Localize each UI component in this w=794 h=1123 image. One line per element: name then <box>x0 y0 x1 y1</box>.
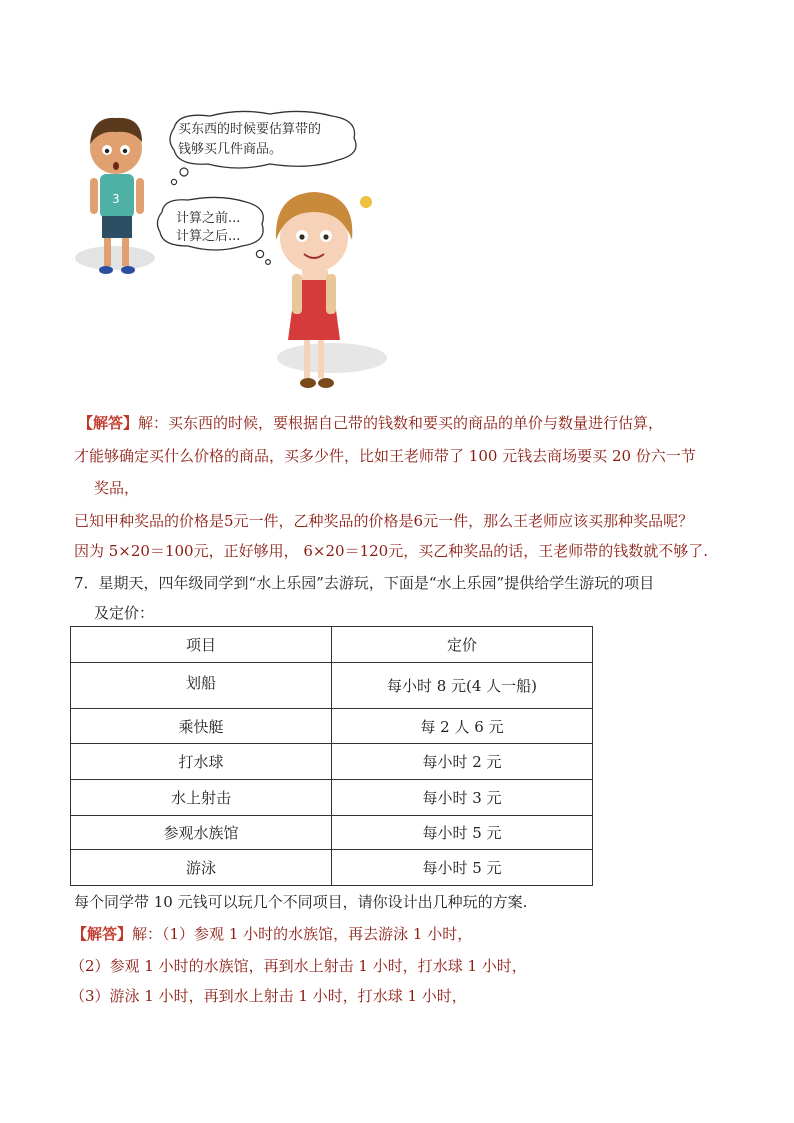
table-row <box>71 816 593 850</box>
table-row <box>71 663 593 709</box>
table-header-row <box>71 627 593 663</box>
table-cell: 参观水族馆 <box>71 816 332 850</box>
question7-after: 每个同学带 10 元钱可以玩几个不同项目，请你设计出几种玩的方案. <box>74 893 528 911</box>
table-row <box>71 744 593 780</box>
shirt-number: 3 <box>112 192 120 206</box>
table-row <box>71 709 593 744</box>
table-cell: 每小时 8 元(4 人一船) <box>332 663 593 709</box>
answer2-line2: （2）参观 1 小时的水族馆，再到水上射击 1 小时，打水球 1 小时， <box>70 957 527 975</box>
table-cell: 每小时 5 元 <box>332 816 593 850</box>
answer1-line5: 因为 5×20＝100元，正好够用， 6×20＝120元，买乙种奖品的话，王老师带的钱数就不够了. <box>74 542 708 560</box>
table-cell: 游泳 <box>71 850 332 886</box>
bubble2-line1: 计算之前... <box>176 211 241 226</box>
table-cell: 水上射击 <box>71 780 332 816</box>
table-header: 定价 <box>332 627 593 663</box>
answer1-line2: 才能够确定买什么价格的商品，买多少件，比如王老师带了 100 元钱去商场要买 20 份六一节 <box>74 447 696 465</box>
bubble1-line2: 钱够买几件商品。 <box>178 142 283 157</box>
answer1-line3: 奖品， <box>94 479 140 497</box>
answer2-line3: （3）游泳 1 小时，再到水上射击 1 小时，打水球 1 小时， <box>70 987 467 1005</box>
table-cell: 打水球 <box>71 744 332 780</box>
question7-line1: 7．星期天，四年级同学到“水上乐园”去游玩，下面是“水上乐园”提供给学生游玩的项目 <box>74 574 655 592</box>
table-cell: 乘快艇 <box>71 709 332 744</box>
table-row <box>71 850 593 886</box>
table-cell: 每小时 5 元 <box>332 850 593 886</box>
price-table <box>70 626 593 886</box>
table-cell: 每小时 3 元 <box>332 780 593 816</box>
table-row <box>71 780 593 816</box>
table-cell: 划船 <box>71 663 332 709</box>
answer-tag: 【解答】 <box>72 925 133 943</box>
table-header: 项目 <box>71 627 332 663</box>
answer-tag: 【解答】 <box>78 414 139 432</box>
bubble2-line2: 计算之后... <box>176 229 241 244</box>
question7-line2: 及定价： <box>94 604 155 622</box>
bubble1-line1: 买东西的时候要估算带的 <box>178 122 322 137</box>
answer1-line1: 【解答】解：买东西的时候，要根据自己带的钱数和要买的商品的单价与数量进行估算， <box>78 414 664 432</box>
table-cell: 每小时 2 元 <box>332 744 593 780</box>
answer1-line4: 已知甲种奖品的价格是5元一件，乙种奖品的价格是6元一件，那么王老师应该买那种奖品呢？ <box>74 512 694 530</box>
answer2-line1: 【解答】解：（1）参观 1 小时的水族馆，再去游泳 1 小时， <box>72 925 473 943</box>
table-cell: 每 2 人 6 元 <box>332 709 593 744</box>
